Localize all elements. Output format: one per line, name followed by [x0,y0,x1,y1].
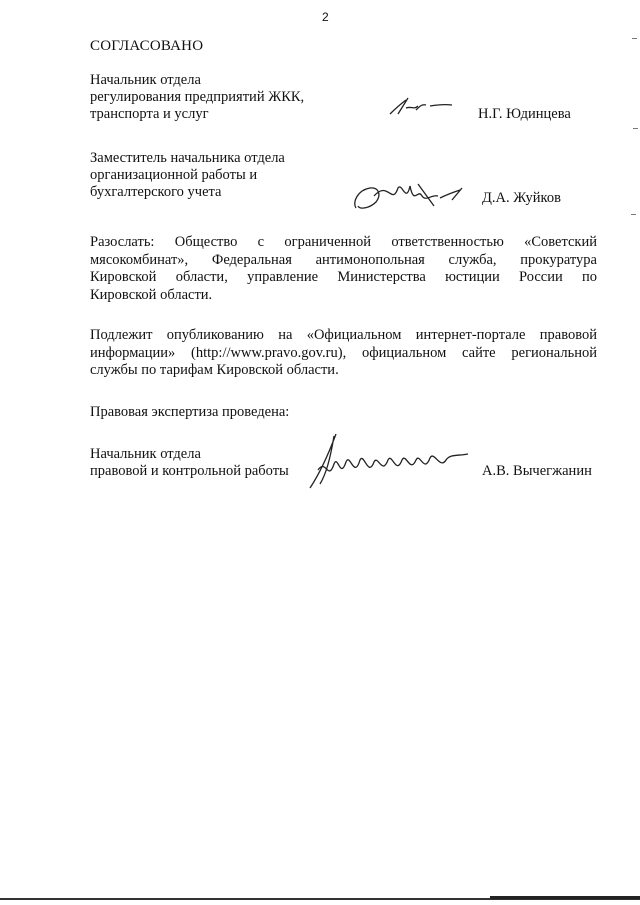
publication-line-1: Подлежит опубликованию на «Официальном интернет-портале правовой [90,327,597,343]
approver-1-title-line-2: регулирования предприятий ЖКК, [90,89,305,105]
approver-1-title-line-1: Начальник отдела [90,72,201,88]
signature-3 [300,430,476,492]
scan-mark [633,128,638,129]
approver-1-name: Н.Г. Юдинцева [478,106,571,122]
scan-mark [632,38,637,39]
scan-mark [631,214,636,215]
reviewer-title-line-2: правовой и контрольной работы [90,463,289,479]
publication-line-3: службы по тарифам Кировской области. [90,362,339,378]
signature-2 [348,176,476,216]
approval-1 [90,72,304,123]
distribution-paragraph [90,234,597,304]
publication-line-2: информации» (http://www.pravo.gov.ru), официальном сайте региональной [90,344,597,361]
legal-review-statement: Правовая экспертиза проведена: [90,404,290,420]
distribution-line-2: мясокомбинат», Федеральная антимонопольная служба, прокуратура [90,251,597,268]
page-number: 2 [322,10,329,24]
signature-1 [386,94,456,120]
approval-heading: СОГЛАСОВАНО [90,38,204,54]
approver-2-title-line-3: бухгалтерского учета [90,184,222,200]
distribution-line-1: Разослать: Общество с ограниченной ответственностью «Советский [90,234,597,250]
legal-review-signer [90,446,289,480]
distribution-line-3: Кировской области, управление Министерства юстиции России по [90,269,597,285]
approver-2-title-line-2: организационной работы и [90,167,258,183]
publication-paragraph [90,327,597,380]
approval-2 [90,150,285,201]
approver-2-title-line-1: Заместитель начальника отдела [90,150,285,166]
approver-2-name: Д.А. Жуйков [482,190,561,206]
distribution-line-4: Кировской области. [90,286,213,303]
reviewer-title-line-1: Начальник отдела [90,446,201,462]
bottom-edge-line-right [490,896,640,899]
approver-1-title-line-3: транспорта и услуг [90,106,209,122]
reviewer-name: А.В. Вычегжанин [482,463,592,479]
